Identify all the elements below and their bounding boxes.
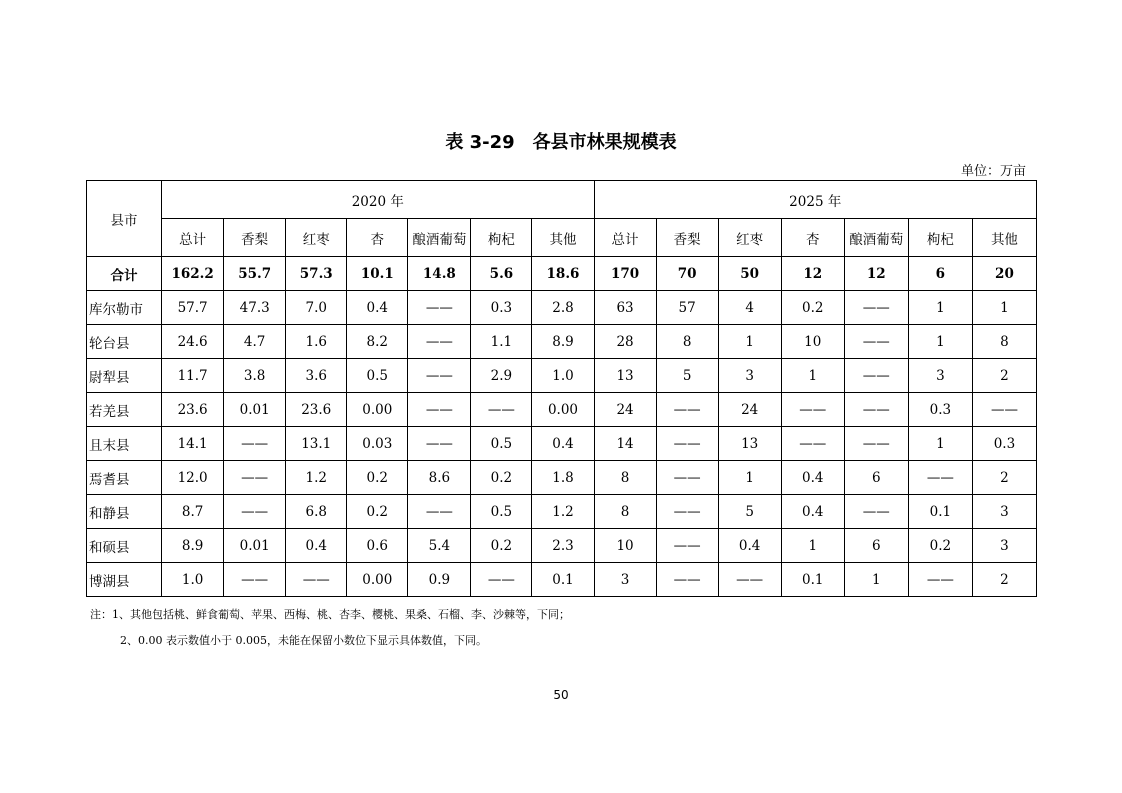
table-cell: —— (844, 325, 908, 359)
table-row (87, 461, 1037, 495)
table-cell: 1.6 (286, 325, 347, 359)
table-cell: 55.7 (224, 257, 286, 291)
table-cell: 1.1 (471, 325, 532, 359)
table-row (87, 325, 1037, 359)
table-cell: 1.8 (532, 461, 594, 495)
table-cell: 12 (844, 257, 908, 291)
table-notes (90, 602, 570, 654)
unit-label: 单位：万亩 (960, 164, 1026, 179)
table-cell: 23.6 (162, 393, 224, 427)
column-header: 其他 (532, 219, 594, 257)
table-cell: —— (844, 393, 908, 427)
table-cell: 0.1 (908, 495, 972, 529)
table-cell: 2.3 (532, 529, 594, 563)
table-cell: 1.0 (162, 563, 224, 597)
table-cell: 0.00 (347, 563, 408, 597)
table-cell: 3 (908, 359, 972, 393)
table-cell: 57.3 (286, 257, 347, 291)
table-cell: —— (408, 427, 471, 461)
page-number: 50 (553, 688, 569, 702)
table-cell: —— (408, 291, 471, 325)
table-cell: 0.1 (532, 563, 594, 597)
table-cell: 8 (972, 325, 1036, 359)
table-cell: 1 (781, 359, 844, 393)
table-cell: 8.9 (532, 325, 594, 359)
table-cell: —— (471, 393, 532, 427)
table-cell: —— (656, 461, 718, 495)
table-cell: 14.8 (408, 257, 471, 291)
table-cell: 0.2 (471, 529, 532, 563)
table-cell: 8 (594, 495, 656, 529)
table-cell: 2.8 (532, 291, 594, 325)
table-cell: —— (844, 495, 908, 529)
table-cell: 5 (656, 359, 718, 393)
table-cell: 50 (718, 257, 781, 291)
header-row-categories (87, 219, 1037, 257)
table-cell: —— (286, 563, 347, 597)
column-header: 香梨 (656, 219, 718, 257)
period-2020-header: 2020 年 (162, 181, 594, 219)
table-cell: —— (844, 359, 908, 393)
county-name: 轮台县 (87, 325, 162, 359)
table-cell: 0.1 (781, 563, 844, 597)
table-cell: —— (224, 563, 286, 597)
table-cell: 10 (781, 325, 844, 359)
table-row (87, 495, 1037, 529)
table-cell: 8.2 (347, 325, 408, 359)
county-name: 库尔勒市 (87, 291, 162, 325)
table-cell: 28 (594, 325, 656, 359)
table-cell: 2 (972, 563, 1036, 597)
table-cell: 4.7 (224, 325, 286, 359)
table-cell: 0.2 (347, 495, 408, 529)
forest-fruit-scale-table (86, 180, 1037, 597)
table-cell: 13.1 (286, 427, 347, 461)
table-cell: 1 (718, 325, 781, 359)
county-name: 若羌县 (87, 393, 162, 427)
table-cell: 0.5 (471, 427, 532, 461)
table-cell: 0.4 (532, 427, 594, 461)
table-cell: 3.8 (224, 359, 286, 393)
table-cell: 1.2 (286, 461, 347, 495)
table-cell: 5.4 (408, 529, 471, 563)
table-cell: 12 (781, 257, 844, 291)
table-cell: 3 (718, 359, 781, 393)
table-cell: 0.03 (347, 427, 408, 461)
column-header: 酿酒葡萄 (408, 219, 471, 257)
table-cell: —— (718, 563, 781, 597)
table-cell: —— (781, 427, 844, 461)
table-cell: 57 (656, 291, 718, 325)
table-row (87, 529, 1037, 563)
table-cell: 0.6 (347, 529, 408, 563)
table-cell: 0.3 (908, 393, 972, 427)
table-cell: 0.4 (781, 461, 844, 495)
table-cell: 0.01 (224, 529, 286, 563)
table-cell: 0.4 (347, 291, 408, 325)
column-header: 酿酒葡萄 (844, 219, 908, 257)
table-cell: 2 (972, 461, 1036, 495)
county-column-header: 县市 (87, 181, 162, 257)
table-cell: —— (408, 495, 471, 529)
table-cell: —— (408, 393, 471, 427)
table-cell: 1 (908, 427, 972, 461)
table-cell: 7.0 (286, 291, 347, 325)
table-cell: 5 (718, 495, 781, 529)
table-cell: —— (408, 359, 471, 393)
column-header: 红枣 (286, 219, 347, 257)
table-cell: 3 (594, 563, 656, 597)
table-cell: 2.9 (471, 359, 532, 393)
table-cell: 0.01 (224, 393, 286, 427)
table-cell: —— (224, 427, 286, 461)
county-name: 尉犁县 (87, 359, 162, 393)
table-cell: 0.2 (781, 291, 844, 325)
column-header: 杏 (347, 219, 408, 257)
table-title: 表 3-29 各县市林果规模表 (445, 132, 677, 153)
table-cell: 8 (594, 461, 656, 495)
table-cell: 2 (972, 359, 1036, 393)
table-row (87, 359, 1037, 393)
period-2025-header: 2025 年 (594, 181, 1036, 219)
table-cell: 1.2 (532, 495, 594, 529)
table-cell: 8.6 (408, 461, 471, 495)
column-header: 枸杞 (908, 219, 972, 257)
table-cell: 162.2 (162, 257, 224, 291)
table-cell: 0.2 (347, 461, 408, 495)
table-cell: 0.2 (471, 461, 532, 495)
county-name: 且末县 (87, 427, 162, 461)
table-cell: —— (656, 563, 718, 597)
table-cell: 170 (594, 257, 656, 291)
table-cell: 0.3 (972, 427, 1036, 461)
table-cell: 6 (844, 461, 908, 495)
table-cell: —— (408, 325, 471, 359)
table-cell: —— (656, 495, 718, 529)
table-cell: —— (656, 393, 718, 427)
table-cell: 0.2 (908, 529, 972, 563)
table-cell: 63 (594, 291, 656, 325)
table-cell: 6 (908, 257, 972, 291)
note-2: 2、0.00 表示数值小于 0.005，未能在保留小数位下显示具体数值，下同。 (120, 634, 487, 647)
table-cell: 14 (594, 427, 656, 461)
column-header: 杏 (781, 219, 844, 257)
table-cell: 24.6 (162, 325, 224, 359)
table-cell: 5.6 (471, 257, 532, 291)
table-cell: 1 (972, 291, 1036, 325)
table-cell: 0.00 (347, 393, 408, 427)
table-cell: 20 (972, 257, 1036, 291)
table-row (87, 393, 1037, 427)
table-cell: —— (224, 495, 286, 529)
table-cell: 1.0 (532, 359, 594, 393)
total-row (87, 257, 1037, 291)
county-name: 焉耆县 (87, 461, 162, 495)
table-row (87, 291, 1037, 325)
table-cell: —— (656, 529, 718, 563)
header-row-period (87, 181, 1037, 219)
table-cell: 1 (908, 291, 972, 325)
column-header: 总计 (162, 219, 224, 257)
table-cell: —— (908, 461, 972, 495)
table-cell: 0.5 (471, 495, 532, 529)
table-cell: 6.8 (286, 495, 347, 529)
table-cell: —— (844, 427, 908, 461)
table-cell: —— (844, 291, 908, 325)
table-cell: 0.4 (718, 529, 781, 563)
table-cell: —— (972, 393, 1036, 427)
table-cell: 12.0 (162, 461, 224, 495)
table-cell: 1 (908, 325, 972, 359)
table-cell: 13 (594, 359, 656, 393)
table-cell: 47.3 (224, 291, 286, 325)
county-name: 和静县 (87, 495, 162, 529)
table-cell: 0.3 (471, 291, 532, 325)
table-cell: 4 (718, 291, 781, 325)
table-cell: 3 (972, 529, 1036, 563)
table-cell: —— (908, 563, 972, 597)
table-cell: 14.1 (162, 427, 224, 461)
table-cell: —— (471, 563, 532, 597)
column-header: 枸杞 (471, 219, 532, 257)
table-cell: 3.6 (286, 359, 347, 393)
county-name: 和硕县 (87, 529, 162, 563)
table-cell: 6 (844, 529, 908, 563)
table-cell: 18.6 (532, 257, 594, 291)
table-cell: —— (781, 393, 844, 427)
table-cell: 0.5 (347, 359, 408, 393)
county-name: 合计 (87, 257, 162, 291)
table-cell: 11.7 (162, 359, 224, 393)
note-1: 注：1、其他包括桃、鲜食葡萄、苹果、西梅、桃、杏李、樱桃、果桑、石榴、李、沙棘等，下同； (90, 608, 570, 621)
table-row (87, 427, 1037, 461)
table-cell: 23.6 (286, 393, 347, 427)
column-header: 总计 (594, 219, 656, 257)
table-cell: 1 (718, 461, 781, 495)
county-name: 博湖县 (87, 563, 162, 597)
table-cell: 0.4 (286, 529, 347, 563)
table-cell: 13 (718, 427, 781, 461)
table-cell: 8.9 (162, 529, 224, 563)
column-header: 其他 (972, 219, 1036, 257)
table-cell: 57.7 (162, 291, 224, 325)
table-cell: 24 (718, 393, 781, 427)
table-cell: 8 (656, 325, 718, 359)
column-header: 红枣 (718, 219, 781, 257)
table-cell: 3 (972, 495, 1036, 529)
table-cell: 10 (594, 529, 656, 563)
table-cell: 0.00 (532, 393, 594, 427)
table-cell: 70 (656, 257, 718, 291)
table-cell: 8.7 (162, 495, 224, 529)
table-cell: 1 (781, 529, 844, 563)
table-cell: 0.4 (781, 495, 844, 529)
table-cell: —— (656, 427, 718, 461)
table-cell: 24 (594, 393, 656, 427)
table-row (87, 563, 1037, 597)
table-cell: 10.1 (347, 257, 408, 291)
table-cell: 0.9 (408, 563, 471, 597)
table-cell: 1 (844, 563, 908, 597)
table-cell: —— (224, 461, 286, 495)
column-header: 香梨 (224, 219, 286, 257)
